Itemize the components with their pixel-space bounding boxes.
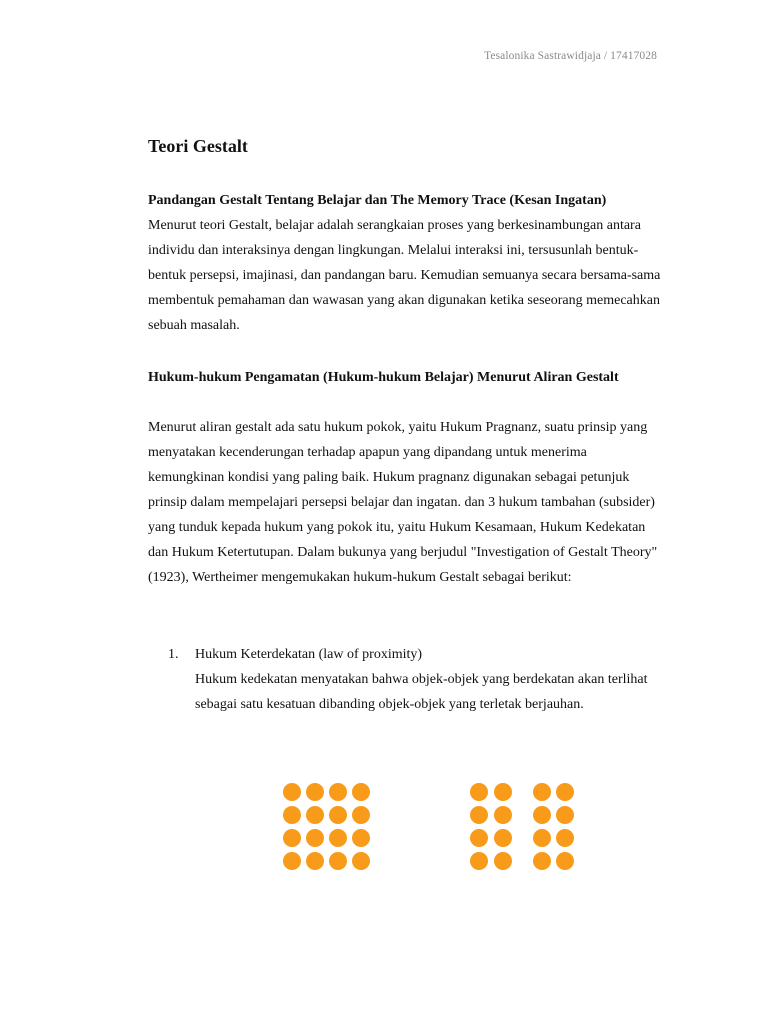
dot <box>329 829 347 847</box>
dot <box>494 852 512 870</box>
dot <box>352 852 370 870</box>
list-item <box>168 642 668 717</box>
section-heading-memory-trace: Pandangan Gestalt Tentang Belajar dan The Memory Trace (Kesan Ingatan) <box>148 193 607 208</box>
dot <box>306 806 324 824</box>
dot <box>470 829 488 847</box>
list-item-title: Hukum Keterdekatan (law of proximity) <box>195 647 423 662</box>
dot <box>283 829 301 847</box>
dot <box>352 806 370 824</box>
dot <box>283 783 301 801</box>
dot <box>306 852 324 870</box>
dot <box>306 829 324 847</box>
dot <box>306 783 324 801</box>
page-title: Teori Gestalt <box>148 136 248 156</box>
list-item-description: Hukum kedekatan menyatakan bahwa objek-objek yang berdekatan akan terlihat sebagai satu kesatuan dibanding objek-objek yang terletak berjauhan. <box>195 672 648 712</box>
dot <box>533 829 551 847</box>
dot <box>352 829 370 847</box>
list-number: 1. <box>168 647 179 662</box>
dot <box>470 852 488 870</box>
dot <box>556 806 574 824</box>
dot <box>470 806 488 824</box>
dot <box>352 783 370 801</box>
dot <box>329 806 347 824</box>
section-body-memory-trace: Menurut teori Gestalt, belajar adalah serangkaian proses yang berkesinambungan antara individu dan interaksinya dengan lingkungan. Melalui interaksi ini, tersusunlah bentuk-bentuk persepsi, imajinasi, dan pandangan baru. Kemudian semuanya secara bersama-sama membentuk pemahaman dan wawasan yang akan digunakan ketika seseorang memecahkan sebuah masalah. <box>148 218 661 333</box>
dot <box>556 783 574 801</box>
dot <box>533 806 551 824</box>
dot <box>556 852 574 870</box>
dot <box>533 852 551 870</box>
section-heading-hukum-pengamatan: Hukum-hukum Pengamatan (Hukum-hukum Belajar) Menurut Aliran Gestalt <box>148 370 619 385</box>
law-list <box>168 642 668 717</box>
dot <box>533 783 551 801</box>
dot <box>556 829 574 847</box>
section-body-hukum-pengamatan: Menurut aliran gestalt ada satu hukum pokok, yaitu Hukum Pragnanz, suatu prinsip yang menyatakan kecenderungan terhadap apapun yang dipandang untuk menerima kemungkinan kondisi yang paling baik. Hukum pragnanz digunakan sebagai petunjuk prinsip dalam mempelajari persepsi belajar dan ingatan. dan 3 hukum tambahan (subsider) yang tunduk kepada hukum yang pokok itu, yaitu Hukum Kesamaan, Hukum Kedekatan dan Hukum Ketertutupan. Dalam bukunya yang berjudul "Investigation of Gestalt Theory" (1923), Wertheimer mengemukakan hukum-hukum Gestalt sebagai berikut: <box>148 420 658 585</box>
dot <box>494 806 512 824</box>
dot <box>329 852 347 870</box>
page-header-author: Tesalonika Sastrawidjaja / 17417028 <box>484 50 657 62</box>
dot <box>470 783 488 801</box>
dot <box>329 783 347 801</box>
dot <box>283 806 301 824</box>
dot <box>494 783 512 801</box>
dot <box>494 829 512 847</box>
dot <box>283 852 301 870</box>
